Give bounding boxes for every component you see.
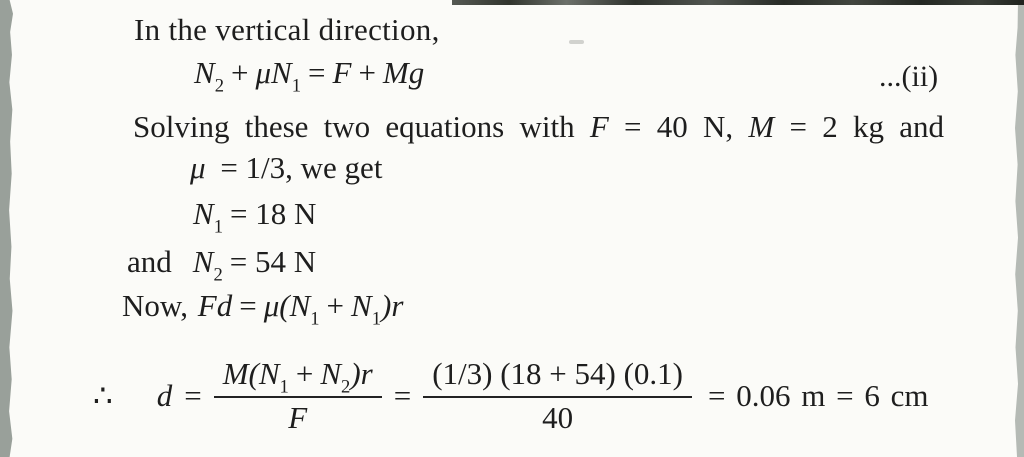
text-segment: Now, — [122, 288, 189, 323]
math-var: μ — [190, 150, 206, 185]
solving-text — [133, 110, 944, 145]
intro-text: In the vertical direction, — [134, 12, 440, 47]
math-op: + — [295, 355, 314, 391]
math-var: d — [156, 377, 173, 413]
text-segment: Solving these two equations with — [133, 109, 575, 144]
scan-edge-right-strip — [1014, 0, 1024, 457]
scan-smudge — [569, 40, 584, 44]
fraction-denominator: F — [288, 399, 308, 435]
math-sub: 2 — [341, 376, 351, 398]
math-var: M — [748, 109, 775, 144]
math-var: N — [320, 355, 342, 391]
math-op: = — [308, 55, 326, 90]
math-sub: 1 — [371, 308, 382, 330]
equation-number: ...(ii) — [879, 60, 939, 93]
fraction-2 — [423, 357, 692, 435]
math-op: + — [230, 55, 249, 90]
math-sub: 1 — [291, 75, 302, 97]
text-segment: = 18 N — [229, 196, 317, 231]
n1-result — [193, 196, 317, 238]
math-var: M(N — [222, 355, 280, 391]
math-sub: 1 — [279, 376, 289, 398]
math-var: μN — [255, 55, 292, 90]
final-equation — [93, 350, 928, 442]
final-result: = 0.06 m = 6 cm — [707, 377, 929, 413]
fraction-denominator: 40 — [542, 399, 574, 435]
text-segment: = 1/3, we get — [220, 150, 383, 185]
math-var: N — [193, 196, 214, 231]
math-var: )r — [381, 288, 404, 323]
scan-edge-left-strip — [0, 0, 13, 457]
math-var: N — [194, 55, 215, 90]
fraction-numerator — [214, 357, 382, 398]
math-op: = — [393, 377, 412, 413]
math-sub: 2 — [214, 75, 224, 97]
fraction-1 — [214, 357, 382, 435]
math-var: )r — [350, 355, 373, 391]
math-var: N — [351, 288, 372, 323]
math-var: μ(N — [263, 288, 311, 323]
math-sub: 1 — [213, 216, 223, 238]
math-sub: 2 — [213, 264, 223, 286]
math-var: Mg — [382, 55, 425, 90]
n2-result — [127, 244, 317, 286]
therefore-symbol: ∴ — [93, 377, 113, 413]
scan-edge-top-bar — [452, 0, 1024, 5]
text-segment: = 40 N, — [624, 109, 734, 144]
math-op: = — [184, 377, 202, 413]
math-op: + — [326, 288, 345, 323]
math-op: = — [239, 288, 257, 323]
equation-ii — [194, 55, 425, 97]
math-sub: 1 — [310, 308, 320, 330]
mu-value-text — [190, 151, 382, 186]
math-var: Fd — [197, 288, 233, 323]
now-equation — [122, 288, 404, 330]
math-var: N — [192, 244, 214, 279]
math-var: F — [589, 109, 609, 144]
fraction-numerator: (1/3) (18 + 54) (0.1) — [423, 357, 692, 398]
math-op: + — [358, 55, 376, 90]
text-segment: = 54 N — [229, 244, 317, 279]
math-var: F — [332, 55, 352, 90]
text-segment: and — [127, 244, 172, 279]
text-segment: = 2 kg and — [789, 109, 944, 144]
